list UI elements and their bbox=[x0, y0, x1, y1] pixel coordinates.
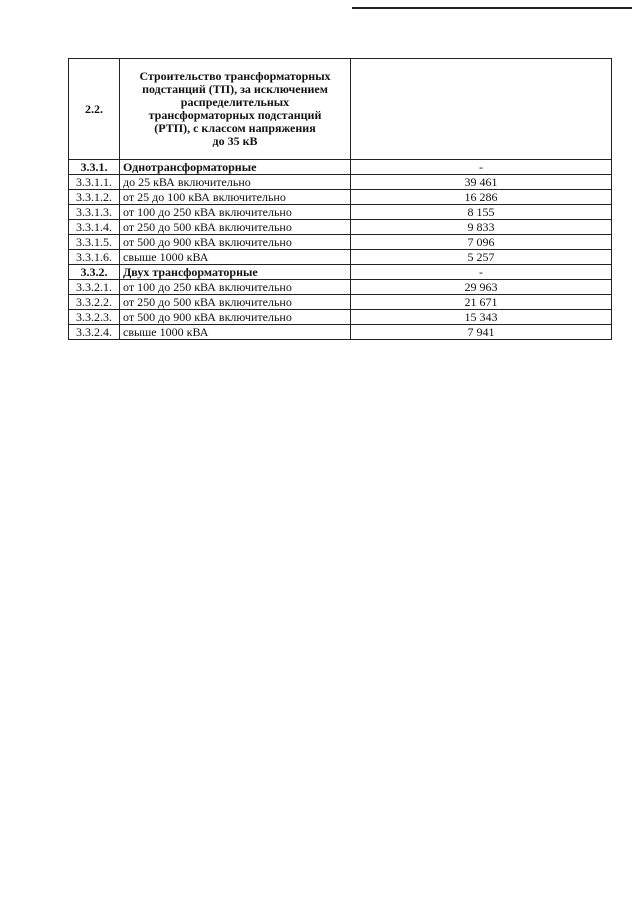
header-name-line: трансформаторных подстанций bbox=[148, 108, 322, 122]
row-code: 3.3.2. bbox=[69, 265, 120, 280]
row-code: 3.3.1.6. bbox=[69, 250, 120, 265]
table-row bbox=[69, 250, 612, 265]
table-header-row bbox=[69, 59, 612, 160]
row-name: от 500 до 900 кВА включительно bbox=[120, 235, 351, 250]
row-name: свыше 1000 кВА bbox=[120, 250, 351, 265]
tariff-table bbox=[68, 58, 612, 340]
header-name-line: до 35 кВ bbox=[212, 134, 258, 148]
header-name bbox=[120, 59, 351, 160]
row-code: 3.3.1.4. bbox=[69, 220, 120, 235]
row-code: 3.3.2.2. bbox=[69, 295, 120, 310]
header-code: 2.2. bbox=[69, 59, 120, 160]
row-value: 29 963 bbox=[351, 280, 612, 295]
row-code: 3.3.2.3. bbox=[69, 310, 120, 325]
header-name-line: (РТП), с классом напряжения bbox=[154, 121, 316, 135]
header-name-line: распределительных bbox=[180, 95, 290, 109]
row-value: 5 257 bbox=[351, 250, 612, 265]
row-code: 3.3.1. bbox=[69, 160, 120, 175]
table-row bbox=[69, 175, 612, 190]
top-rule bbox=[352, 7, 632, 9]
row-value: 9 833 bbox=[351, 220, 612, 235]
row-name: до 25 кВА включительно bbox=[120, 175, 351, 190]
row-value: 39 461 bbox=[351, 175, 612, 190]
header-value bbox=[351, 59, 612, 160]
row-value: 15 343 bbox=[351, 310, 612, 325]
row-name: от 100 до 250 кВА включительно bbox=[120, 205, 351, 220]
table-row bbox=[69, 280, 612, 295]
row-name: Двух трансформаторные bbox=[120, 265, 351, 280]
header-name-line: подстанций (ТП), за исключением bbox=[142, 82, 328, 96]
table-row bbox=[69, 190, 612, 205]
row-code: 3.3.2.1. bbox=[69, 280, 120, 295]
row-name: от 100 до 250 кВА включительно bbox=[120, 280, 351, 295]
row-name: от 250 до 500 кВА включительно bbox=[120, 295, 351, 310]
header-name-line: Строительство трансформаторных bbox=[139, 69, 331, 83]
row-name: от 500 до 900 кВА включительно bbox=[120, 310, 351, 325]
row-name: от 25 до 100 кВА включительно bbox=[120, 190, 351, 205]
table-row bbox=[69, 310, 612, 325]
table-row bbox=[69, 205, 612, 220]
table-row bbox=[69, 325, 612, 340]
row-name: свыше 1000 кВА bbox=[120, 325, 351, 340]
row-code: 3.3.1.3. bbox=[69, 205, 120, 220]
row-name: Однотрансформаторные bbox=[120, 160, 351, 175]
table-row bbox=[69, 295, 612, 310]
row-code: 3.3.1.5. bbox=[69, 235, 120, 250]
row-value: - bbox=[351, 160, 612, 175]
row-code: 3.3.1.1. bbox=[69, 175, 120, 190]
table-row bbox=[69, 160, 612, 175]
row-value: 7 096 bbox=[351, 235, 612, 250]
row-value: 16 286 bbox=[351, 190, 612, 205]
row-value: 21 671 bbox=[351, 295, 612, 310]
row-value: - bbox=[351, 265, 612, 280]
row-value: 7 941 bbox=[351, 325, 612, 340]
row-code: 3.3.1.2. bbox=[69, 190, 120, 205]
table-row bbox=[69, 220, 612, 235]
table-row bbox=[69, 235, 612, 250]
row-name: от 250 до 500 кВА включительно bbox=[120, 220, 351, 235]
row-value: 8 155 bbox=[351, 205, 612, 220]
row-code: 3.3.2.4. bbox=[69, 325, 120, 340]
table-row bbox=[69, 265, 612, 280]
